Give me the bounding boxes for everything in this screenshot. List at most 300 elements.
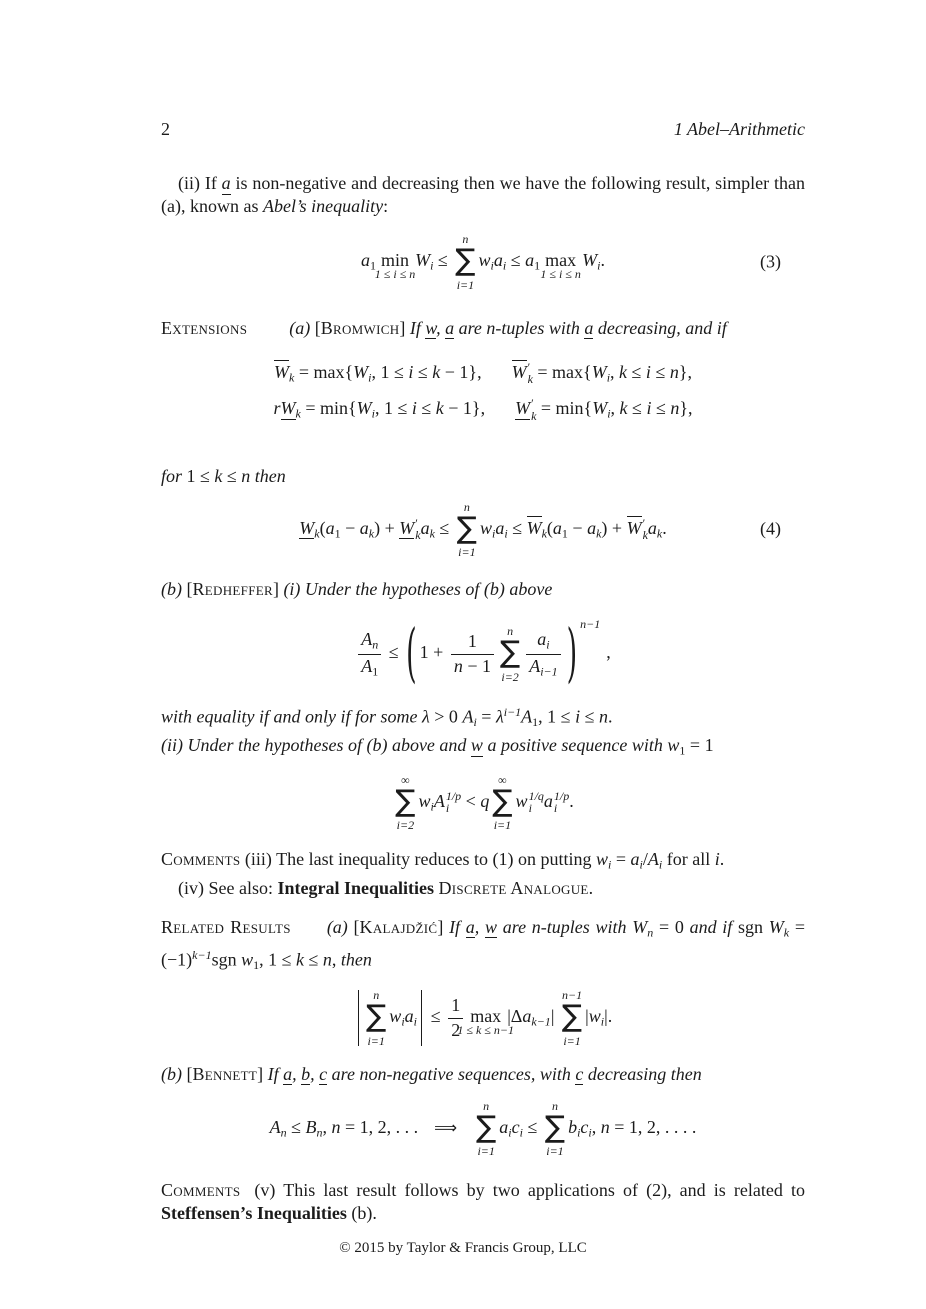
math-token: Kalajdžić (359, 916, 438, 937)
math-token: ⟹ (434, 1117, 458, 1137)
math-token: i (408, 361, 414, 382)
math-token: W (515, 398, 531, 419)
heading-redheffer (161, 578, 805, 601)
math-token: W (582, 249, 598, 270)
math-token: ≤ (434, 517, 454, 538)
math-token: (ii) Under the hypotheses of (b) above and (161, 735, 471, 755)
math-token: − (567, 517, 588, 538)
math-token: i (606, 370, 611, 385)
math-token: (b). (346, 1203, 377, 1224)
math-token: 2 (451, 1019, 461, 1040)
math-token: w (515, 790, 528, 811)
math-token: ] (257, 1063, 268, 1084)
math-token: k−1 (531, 1014, 551, 1029)
math-token: k (596, 526, 602, 541)
paragraph-comments-v (161, 1179, 805, 1225)
line-see-also (161, 877, 805, 900)
math-token: A (361, 655, 373, 676)
equation-4 (161, 501, 805, 559)
math-token: W (353, 361, 369, 382)
math-token: W (280, 398, 296, 419)
equation-3-math (361, 232, 605, 292)
math-token: n (372, 637, 379, 652)
math-token: A (647, 849, 659, 870)
math-token: max (545, 249, 577, 270)
math-token: a (525, 249, 535, 270)
math-token: Bromwich (320, 317, 400, 338)
math-token: 1 (334, 526, 341, 541)
math-token: w (667, 735, 680, 755)
math-token: A (462, 706, 474, 727)
math-token: k (314, 526, 320, 541)
math-token: a (630, 849, 640, 870)
math-token: i (413, 1014, 417, 1029)
math-token: a (465, 916, 475, 937)
math-token: (a) (289, 317, 315, 338)
math-token: i (502, 258, 507, 273)
math-token: Comments (161, 849, 241, 870)
math-token: 1 + (419, 642, 448, 663)
math-token: k (415, 528, 421, 543)
math-token: . (569, 790, 574, 811)
math-token: n (463, 499, 470, 514)
math-token: c (575, 1063, 584, 1084)
math-token: ≤ (522, 1116, 542, 1137)
math-token: ′ (642, 515, 646, 530)
math-token: 1 (253, 958, 260, 973)
math-token: . (607, 706, 613, 727)
math-token: i (608, 857, 612, 872)
math-token: w (470, 735, 483, 755)
math-token: a (221, 173, 231, 193)
math-token: i=1 (456, 277, 475, 292)
math-token: ∑ (561, 999, 583, 1035)
equation-4-number: (4) (760, 518, 781, 539)
math-token: (b) (161, 1063, 187, 1084)
definitions-line-1 (161, 357, 805, 394)
math-token: . (588, 877, 594, 898)
math-token: i (504, 526, 508, 541)
math-token: i (490, 258, 494, 273)
math-token: and if (689, 916, 733, 937)
math-token: ] (399, 317, 410, 338)
math-token: ( (546, 517, 553, 538)
math-token: A (529, 655, 541, 676)
math-token: = (−1) (161, 916, 805, 970)
math-token (358, 654, 381, 680)
math-token: W (356, 398, 372, 419)
math-token (500, 625, 520, 683)
math-token: w (418, 790, 431, 811)
math-token: ) (566, 617, 578, 691)
math-token: i (473, 715, 477, 729)
math-token: a (493, 249, 503, 270)
math-token: | (550, 1006, 559, 1027)
math-token: ≤ (222, 465, 242, 486)
math-token: (a) (326, 916, 354, 937)
math-token: , 1 ≤ (538, 706, 576, 727)
math-token: 1 (561, 526, 568, 541)
math-token: ≤ (650, 361, 670, 382)
math-token: then (340, 949, 372, 970)
math-token: 1 (451, 995, 461, 1016)
math-token: W (592, 398, 608, 419)
math-token: k (214, 465, 223, 486)
math-token: n (507, 624, 514, 639)
math-token: i (575, 706, 581, 727)
math-token: a (552, 517, 562, 538)
math-token: 1 (532, 715, 539, 729)
math-token: n (598, 706, 608, 727)
math-token: 1 (534, 258, 541, 273)
math-token: k (295, 406, 301, 421)
math-token (457, 501, 477, 559)
math-token: decreasing, and if (593, 317, 727, 338)
math-token: , (606, 642, 611, 663)
math-token: Discrete Analogue (438, 877, 589, 898)
math-token (455, 233, 475, 291)
math-token: w (241, 949, 254, 970)
math-token: i=2 (396, 818, 415, 833)
math-token: n (462, 232, 469, 246)
math-token: 1/q (528, 788, 544, 803)
math-token: a (361, 249, 371, 270)
math-token: c (511, 1116, 520, 1137)
math-token: n (647, 925, 654, 940)
math-token: i=1 (367, 1033, 385, 1048)
math-token: i (430, 799, 434, 814)
math-token: [ (353, 916, 360, 937)
math-token: }, (679, 398, 693, 419)
math-token: a (647, 517, 657, 538)
math-token (451, 630, 494, 678)
math-token: W (299, 517, 315, 538)
math-token: , 1 ≤ (259, 949, 296, 970)
math-token: − 1 (462, 655, 491, 676)
math-token: 1 (372, 664, 379, 679)
math-token: = (476, 706, 496, 727)
line-equality-condition (161, 701, 805, 734)
math-token: i (607, 406, 611, 421)
math-token: n (600, 1116, 610, 1137)
math-token: a (404, 1006, 414, 1027)
math-token: Extensions (161, 317, 248, 338)
math-token: ≤ (384, 642, 404, 663)
math-token: ∑ (499, 635, 521, 671)
math-token: i=1 (563, 1033, 581, 1048)
math-token: (ii) If (178, 173, 222, 193)
math-token: a (522, 1006, 532, 1027)
math-token: ( (406, 617, 417, 691)
math-token: n (316, 1125, 323, 1140)
math-token: k (527, 372, 533, 387)
math-token: n (669, 361, 679, 382)
math-token: = 0 (653, 916, 690, 937)
math-token: is non-negative and decreasing then we have the following result, simpler than (a), known as (161, 173, 805, 216)
math-token: ∑ (366, 999, 387, 1035)
math-token: i=2 (501, 669, 519, 684)
math-token: 1 (679, 743, 686, 758)
math-token: / (642, 849, 648, 870)
math-token: A (361, 629, 373, 650)
math-token: w (478, 249, 491, 270)
math-token: ≤ (286, 1116, 306, 1137)
math-token: (v) This last result follows by two applications of (2), and is related to (254, 1180, 805, 1201)
math-token: 1/p (553, 788, 570, 803)
math-token: k (289, 370, 295, 385)
math-token: , (436, 317, 446, 338)
math-token: Bennett (192, 1063, 258, 1084)
math-token: k (432, 361, 441, 382)
math-token (526, 654, 560, 680)
math-token: i (528, 801, 532, 816)
math-token: are non-negative sequences, with (327, 1063, 576, 1084)
math-token (476, 1100, 496, 1158)
math-token: λ (421, 706, 430, 727)
math-token: i (646, 398, 652, 419)
math-token: i−1 (503, 704, 522, 719)
math-token: i (368, 370, 372, 385)
math-token: (i) Under the hypotheses of (b) above (283, 579, 553, 600)
math-token: i (519, 1125, 523, 1140)
math-token: n (453, 655, 463, 676)
math-token: a (537, 629, 547, 650)
equation-definitions (161, 357, 805, 430)
math-token: . (600, 249, 605, 270)
math-token: i−1 (540, 664, 558, 679)
math-token: a (584, 317, 594, 338)
math-token: i (658, 857, 663, 872)
math-token: − 1}, (443, 398, 486, 419)
math-token: W (415, 249, 431, 270)
math-token: (b) (161, 579, 187, 600)
math-token: i (639, 857, 643, 872)
math-token: a (359, 517, 369, 538)
math-token: ) + (601, 517, 627, 538)
math-token (374, 249, 416, 281)
paragraph-comments-iii (161, 848, 805, 877)
math-token: are n-tuples with (497, 916, 633, 937)
math-token: , (292, 1063, 302, 1084)
math-token (465, 630, 480, 653)
math-token: i (645, 361, 651, 382)
math-token: b (301, 1063, 311, 1084)
math-token: for all (662, 849, 715, 870)
math-token (451, 654, 494, 678)
line-for-k (161, 465, 805, 488)
math-token: i (546, 637, 550, 652)
math-token (540, 249, 581, 281)
math-token (448, 994, 463, 1017)
math-token: i (714, 849, 720, 870)
heading-bennett (161, 1063, 805, 1086)
math-token: ≤ (433, 249, 453, 270)
math-token: a (495, 517, 505, 538)
math-token: Steffensen’s Inequalities (161, 1203, 347, 1224)
math-token: n (670, 398, 680, 419)
math-token: w (425, 317, 437, 338)
math-token: a (587, 517, 597, 538)
math-token: , 1 ≤ (371, 361, 409, 382)
math-token: . (719, 849, 725, 870)
math-token: |. (604, 1006, 613, 1027)
math-token: − (340, 517, 360, 538)
math-token: W (632, 916, 648, 937)
math-token: W (511, 361, 527, 382)
math-token: i (597, 258, 601, 273)
math-token: k (531, 408, 537, 423)
math-token: 1 ≤ k ≤ n−1 (457, 1023, 514, 1038)
equation-3-number: (3) (760, 251, 781, 272)
math-token: [ (186, 579, 193, 600)
math-token: ≤ (627, 398, 647, 419)
equation-redheffer (161, 605, 805, 695)
math-token: ≤ (507, 517, 527, 538)
math-token (421, 990, 422, 1046)
math-token: a (445, 317, 455, 338)
math-token: i=1 (458, 545, 476, 560)
math-token: i (553, 801, 558, 816)
equation-bennett (161, 1100, 805, 1158)
math-token: a (499, 1116, 509, 1137)
equation-4-math (299, 499, 667, 560)
math-token: , (474, 916, 486, 937)
math-token: ] (272, 579, 284, 600)
math-token: < (461, 790, 481, 811)
math-token: }, (678, 361, 692, 382)
math-token: k (368, 526, 375, 541)
math-token: i (445, 801, 450, 816)
math-token: , (591, 1116, 601, 1137)
math-token: ≤ (651, 398, 671, 419)
math-token: i=1 (546, 1144, 564, 1159)
math-token: W (526, 517, 542, 538)
math-token: i (401, 1014, 405, 1029)
math-token: b (568, 1116, 578, 1137)
line-hypotheses-ii (161, 734, 805, 763)
math-token: for (161, 465, 187, 486)
math-token: Comments (161, 1180, 241, 1201)
page-header (161, 118, 805, 141)
math-token: w (588, 1006, 601, 1027)
math-token: ∑ (455, 243, 476, 278)
definitions-line-2 (161, 393, 805, 430)
math-token (562, 989, 582, 1047)
math-token: ∞ (498, 772, 507, 787)
math-token: − 1}, (440, 361, 482, 382)
math-token: ≤ (416, 398, 436, 419)
math-token: i (492, 526, 496, 541)
math-token: r (273, 398, 281, 419)
heading-extensions (161, 317, 805, 340)
math-token: a (543, 790, 553, 811)
math-token: sgn (732, 916, 769, 937)
math-token: , (310, 1063, 320, 1084)
math-token: (iii) The last inequality reduces to (1) on putting (240, 849, 597, 870)
math-token: = min{ (300, 398, 357, 419)
math-token: i=1 (477, 1144, 495, 1159)
math-token: decreasing then (583, 1063, 702, 1084)
math-token: A (433, 790, 445, 811)
math-token: i (430, 258, 434, 273)
math-token: k (541, 526, 547, 541)
math-token: W (591, 361, 607, 382)
math-token: k−1 (192, 948, 212, 963)
equation-series (161, 774, 805, 832)
running-head: 1 Abel–Arithmetic (673, 119, 805, 139)
math-token: n (241, 465, 251, 486)
math-token: W (768, 916, 784, 937)
math-token: λ (495, 706, 504, 727)
math-token: ′ (415, 515, 418, 530)
math-token: W (626, 517, 642, 538)
math-token: w (485, 916, 498, 937)
math-token: sgn (211, 949, 242, 970)
math-token: If (409, 317, 426, 338)
math-token: n (322, 949, 332, 970)
math-token: | (585, 1006, 589, 1027)
math-token: ( (319, 517, 326, 538)
math-token (358, 990, 359, 1046)
math-token: ∑ (544, 1109, 566, 1145)
page-number: 2 (161, 119, 170, 139)
math-token: ≤ (580, 706, 599, 727)
math-token: ∑ (395, 783, 416, 819)
math-token: k (619, 361, 628, 382)
math-token: 1 (370, 258, 377, 273)
math-token: n (551, 1098, 558, 1113)
math-token: w (596, 849, 609, 870)
math-token: n (483, 1098, 490, 1113)
math-token: = 1 (685, 735, 714, 755)
math-token (534, 628, 552, 653)
math-token (492, 774, 512, 832)
math-token: then (250, 465, 286, 486)
math-token: A (269, 1116, 281, 1137)
math-token: i (371, 406, 375, 421)
math-token: Related Results (161, 916, 291, 937)
math-token: min (381, 249, 410, 270)
math-token: = max{ (532, 361, 592, 382)
math-token: a positive sequence with (482, 735, 668, 755)
math-token: max (470, 1006, 502, 1027)
math-token: k (429, 526, 435, 541)
math-token: with equality if and only if for some (161, 706, 422, 727)
math-token: 1 (467, 631, 477, 652)
math-token: k (619, 398, 628, 419)
math-token: ≤ (413, 361, 433, 382)
math-token (545, 1100, 565, 1158)
math-token: are n-tuples with (454, 317, 585, 338)
math-token: ≤ (506, 249, 526, 270)
math-token: , (610, 361, 620, 382)
math-token: ∞ (401, 772, 410, 787)
math-token: ≤ (627, 361, 646, 382)
math-token: Integral Inequalities (277, 877, 434, 898)
math-token: , (322, 1116, 332, 1137)
paragraph-abel-inequality (161, 172, 805, 218)
math-token: If (449, 916, 466, 937)
math-token (529, 790, 544, 815)
math-token: : (383, 196, 389, 216)
math-token (554, 790, 569, 815)
math-token: 1/p (445, 788, 462, 803)
math-token: c (580, 1116, 589, 1137)
math-token: k (642, 528, 648, 543)
math-token: = max{ (294, 361, 354, 382)
math-token: q (480, 790, 490, 811)
math-token: W (399, 517, 415, 538)
